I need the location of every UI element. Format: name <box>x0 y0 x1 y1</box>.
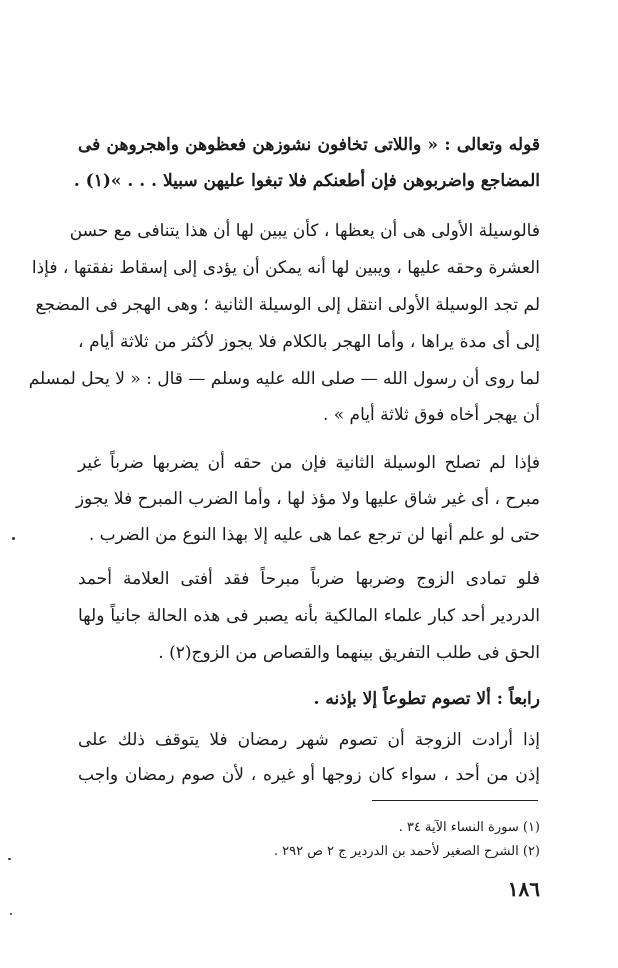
body-text-line: فإذا لم تصلح الوسيلة الثانية فإن من حقه أن يضربها ضرباً غير <box>78 453 540 473</box>
body-text-line: إذن من أحد ، سواء كان زوجها أو غيره ، لأن صوم رمضان واجب <box>78 765 540 785</box>
body-text-line: فالوسيلة الأولى هى أن يعظها ، كأن يبين لها أن هذا يتنافى مع حسن <box>69 221 540 241</box>
body-text-line: العشرة وحقه عليها ، ويبين لها أنه يمكن أن يؤدى إلى إسقاط نفقتها ، فإذا <box>31 258 540 278</box>
body-text-line: إذا أرادت الزوجة أن تصوم شهر رمضان فلا يتوقف ذلك على <box>78 730 540 750</box>
scan-speck <box>10 913 12 915</box>
scan-speck <box>8 858 11 860</box>
body-text-line: أن يهجر أخاه فوق ثلاثة أيام » . <box>322 405 540 425</box>
body-text-line: لما روى أن رسول الله — صلى الله عليه وسلم — قال : « لا يحل لمسلم <box>28 369 540 389</box>
page-number: ١٨٦ <box>507 877 540 901</box>
verse-line: قوله وتعالى : « واللاتى تخافون نشوزهن فعظوهن واهجروهن فى <box>78 135 540 155</box>
verse-line: المضاجع واضربوهن فإن أطعنكم فلا تبغوا عليهن سبيلا . . . »(١) . <box>73 171 540 191</box>
body-text-line: حتى لو علم أنها لن ترجع عما هى عليه إلا بهذا النوع من الضرب . <box>88 525 540 545</box>
footnote-divider <box>372 800 538 801</box>
body-text-line: إلى أى مدة يراها ، وأما الهجر بالكلام فلا يجوز لأكثر من ثلاثة أيام ، <box>78 332 540 352</box>
body-text-line: لم تجد الوسيلة الأولى انتقل إلى الوسيلة الثانية ؛ وهى الهجر فى المضجع <box>35 295 540 315</box>
body-text-line: الحق فى طلب التفريق بينهما والقصاص من الزوج(٢) . <box>158 643 540 663</box>
footnote: (١) سورة النساء الآية ٣٤ . <box>398 820 540 835</box>
scan-speck <box>12 537 15 540</box>
section-heading: رابعاً : ألا تصوم تطوعاً إلا بإذنه . <box>313 689 540 709</box>
body-text-line: مبرح ، أى غير شاق عليها ولا مؤذ لها ، وأما الضرب المبرح فلا يجوز <box>75 489 540 509</box>
body-text-line: فلو تمادى الزوج وضربها ضرباً مبرحاً فقد أفتى العلامة أحمد <box>78 569 540 589</box>
body-text-line: الدردير أحد كبار علماء المالكية بأنه يصبر فى هذه الحالة جانياً ولها <box>78 606 540 626</box>
footnote: (٢) الشرح الصغير لأحمد بن الدردير ج ٢ ص ٢٩٢ . <box>273 844 540 859</box>
